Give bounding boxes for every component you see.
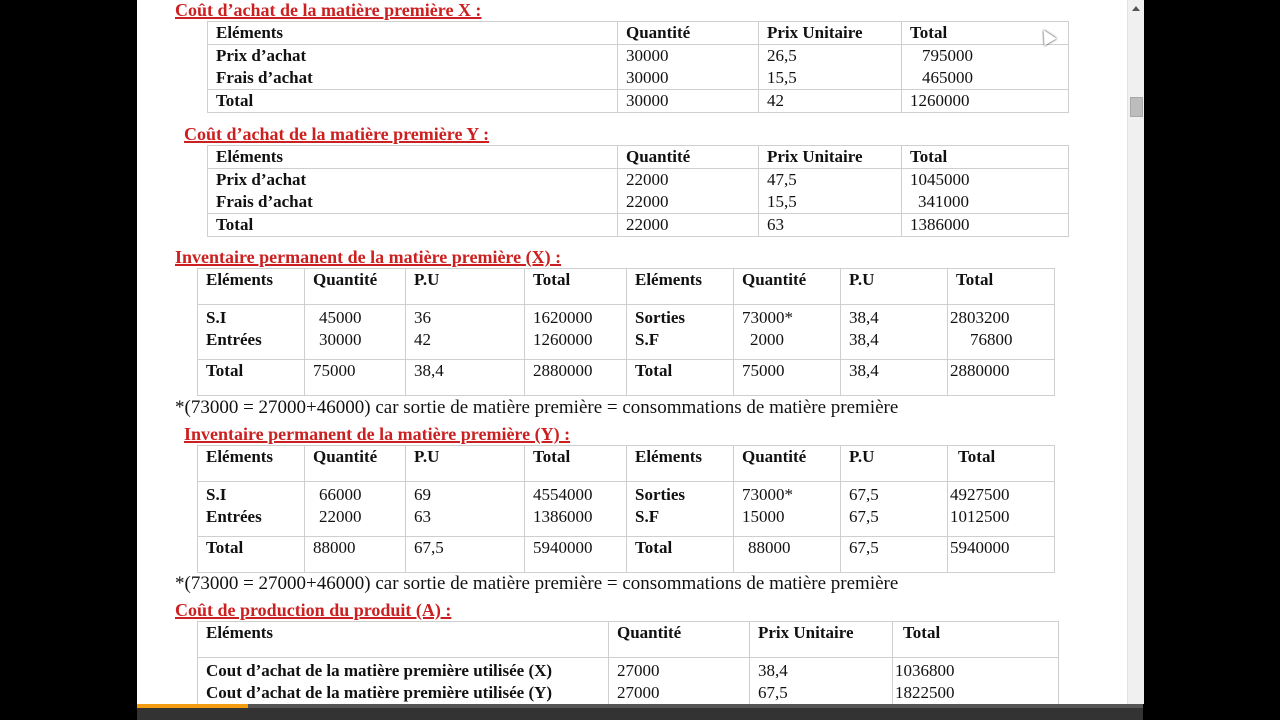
cell: Total [208,90,618,113]
cell: 38,4 67,5 [750,658,893,705]
cell: 1260000 [902,90,1069,113]
table-header-row [208,22,1069,45]
cell: 2880000 [948,360,1055,396]
header-cell: Total [948,269,1055,305]
cell: Prix d’achat Frais d’achat [208,169,618,214]
cell: 38,4 38,4 [841,305,948,360]
cell: Total [627,537,734,573]
header-cell: P.U [841,446,948,482]
cell: 63 [759,214,902,237]
header-cell: Quantité [305,269,406,305]
table-total-row [208,214,1069,237]
cell: 88000 [305,537,406,573]
scroll-up-arrow-icon[interactable] [1132,6,1140,11]
cell: 5940000 [948,537,1055,573]
header-cell: Eléments [198,446,305,482]
header-cell: Total [902,22,1069,45]
cell: 36 42 [406,305,525,360]
table-header-row [198,269,1055,305]
table-row [198,305,1055,360]
cell: 47,5 15,5 [759,169,902,214]
table-total-row [208,90,1069,113]
table-header-row [198,622,1059,658]
cell: 30000 [618,90,759,113]
table-inventaire-x [197,268,1055,396]
table-row [198,658,1059,705]
cell: 69 63 [406,482,525,537]
header-cell: Eléments [208,146,618,169]
cell: 45000 30000 [305,305,406,360]
cell: 1036800 1822500 [893,658,1059,705]
cell: 1620000 1260000 [525,305,627,360]
cell: 73000* 2000 [734,305,841,360]
video-player-bar[interactable] [137,704,1143,720]
header-cell: Quantité [609,622,750,658]
cell: 73000* 15000 [734,482,841,537]
header-cell: Eléments [627,269,734,305]
cell: 27000 27000 [609,658,750,705]
cell: 38,4 [406,360,525,396]
video-progress-bar[interactable] [137,704,248,708]
footnote-inventaire-x: *(73000 = 27000+46000) car sortie de matière première = consommations de matière première [175,397,899,418]
table-header-row [198,446,1055,482]
header-cell: Total [525,446,627,482]
cell: 75000 [305,360,406,396]
cell: 66000 22000 [305,482,406,537]
header-cell: Total [525,269,627,305]
cell: 795000 465000 [902,45,1069,90]
cell: 4554000 1386000 [525,482,627,537]
cell: 42 [759,90,902,113]
table-total-row [198,537,1055,573]
cell: 22000 22000 [618,169,759,214]
header-cell: Total [893,622,1059,658]
cell: Total [198,360,305,396]
table-cout-production-a [197,621,1059,704]
header-cell: Quantité [618,22,759,45]
cell: 88000 [734,537,841,573]
section-title-cout-achat-y: Coût d’achat de la matière première Y : [184,124,490,144]
header-cell: Quantité [734,269,841,305]
header-cell: Eléments [627,446,734,482]
cell: 75000 [734,360,841,396]
cell: Prix d’achat Frais d’achat [208,45,618,90]
header-cell: P.U [841,269,948,305]
cell: Total [208,214,618,237]
table-total-row [198,360,1055,396]
cell: 5940000 [525,537,627,573]
header-cell: Eléments [198,269,305,305]
table-row [208,45,1069,90]
header-cell: Quantité [734,446,841,482]
scrollbar-thumb[interactable] [1130,97,1143,117]
cell: 38,4 [841,360,948,396]
section-title-cout-production-a: Coût de production du produit (A) : [175,600,452,620]
cell: S.I Entrées [198,482,305,537]
video-remaining-bar[interactable] [248,704,1143,708]
table-inventaire-y [197,445,1055,573]
cell: 2880000 [525,360,627,396]
cell: 67,5 [841,537,948,573]
cell: 4927500 1012500 [948,482,1055,537]
header-cell: Prix Unitaire [759,22,902,45]
cell: Total [627,360,734,396]
section-title-inventaire-x: Inventaire permanent de la matière première (X) : [175,247,562,267]
header-cell: Prix Unitaire [750,622,893,658]
vertical-scrollbar[interactable] [1127,0,1144,704]
document-page [137,0,1127,704]
table-header-row [208,146,1069,169]
cell: 22000 [618,214,759,237]
header-cell: Quantité [305,446,406,482]
cell: 1386000 [902,214,1069,237]
cell: 67,5 [406,537,525,573]
cell: 1045000 341000 [902,169,1069,214]
cell: Sorties S.F [627,305,734,360]
header-cell: Prix Unitaire [759,146,902,169]
cell: 30000 30000 [618,45,759,90]
cell: 26,5 15,5 [759,45,902,90]
header-cell: Eléments [198,622,609,658]
header-cell: Quantité [618,146,759,169]
header-cell: Total [902,146,1069,169]
header-cell: P.U [406,446,525,482]
cell: S.I Entrées [198,305,305,360]
cell: Cout d’achat de la matière première utilisée (X) Cout d’achat de la matière première utilisée (Y) [198,658,609,705]
footnote-inventaire-y: *(73000 = 27000+46000) car sortie de matière première = consommations de matière première [175,573,899,594]
header-cell: Eléments [208,22,618,45]
table-cout-achat-y [207,145,1069,237]
section-title-cout-achat-x: Coût d’achat de la matière première X : [175,0,482,20]
table-cout-achat-x [207,21,1069,113]
table-row [208,169,1069,214]
cell: 2803200 76800 [948,305,1055,360]
cell: Total [198,537,305,573]
section-title-inventaire-y: Inventaire permanent de la matière première (Y) : [184,424,571,444]
header-cell: P.U [406,269,525,305]
cell: Sorties S.F [627,482,734,537]
cell: 67,5 67,5 [841,482,948,537]
table-row [198,482,1055,537]
header-cell: Total [948,446,1055,482]
